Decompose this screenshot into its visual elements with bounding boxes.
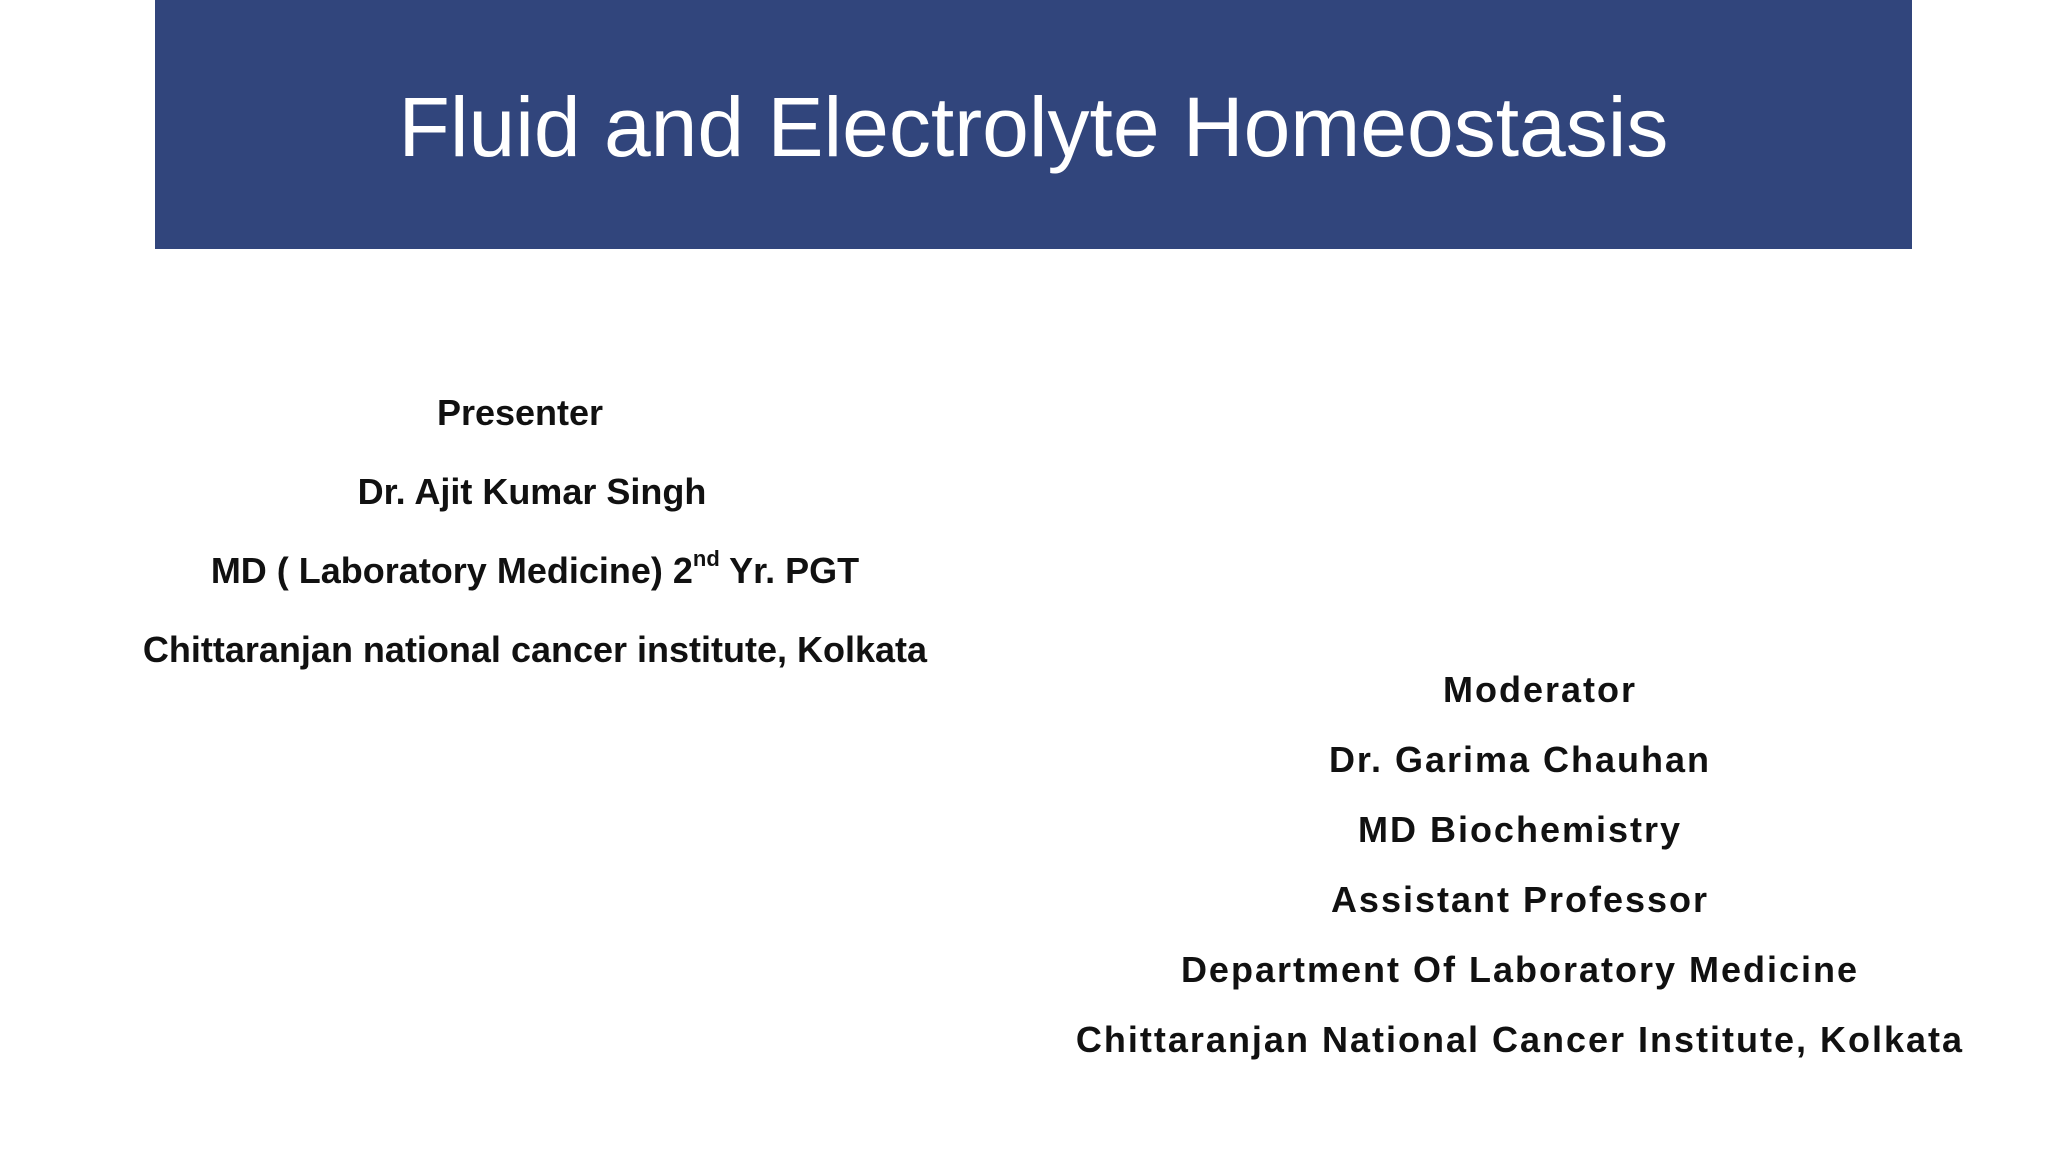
moderator-degree: MD Biochemistry [1357, 809, 1683, 850]
moderator-block [1030, 670, 2010, 1060]
moderator-institution: Chittaranjan National Cancer Institute, Kolkata [1075, 1019, 1965, 1060]
slide-title: Fluid and Electrolyte Homeostasis [398, 80, 1669, 174]
presenter-institution: Chittaranjan national cancer institute, Kolkata [142, 629, 928, 670]
moderator-position: Assistant Professor [1330, 879, 1710, 920]
moderator-name: Dr. Garima Chauhan [1328, 739, 1712, 780]
presenter-name: Dr. Ajit Kumar Singh [357, 471, 707, 512]
moderator-department: Department Of Laboratory Medicine [1180, 949, 1860, 990]
title-banner [155, 0, 1912, 249]
presenter-degree [95, 546, 975, 592]
presenter-degree-superscript: nd [692, 546, 720, 571]
presenter-heading: Presenter [436, 392, 604, 433]
moderator-heading: Moderator [1442, 669, 1637, 710]
presenter-degree-suffix: Yr. PGT [719, 550, 860, 591]
presenter-block [95, 392, 975, 671]
presenter-degree-prefix: MD ( Laboratory Medicine) 2 [210, 550, 693, 591]
